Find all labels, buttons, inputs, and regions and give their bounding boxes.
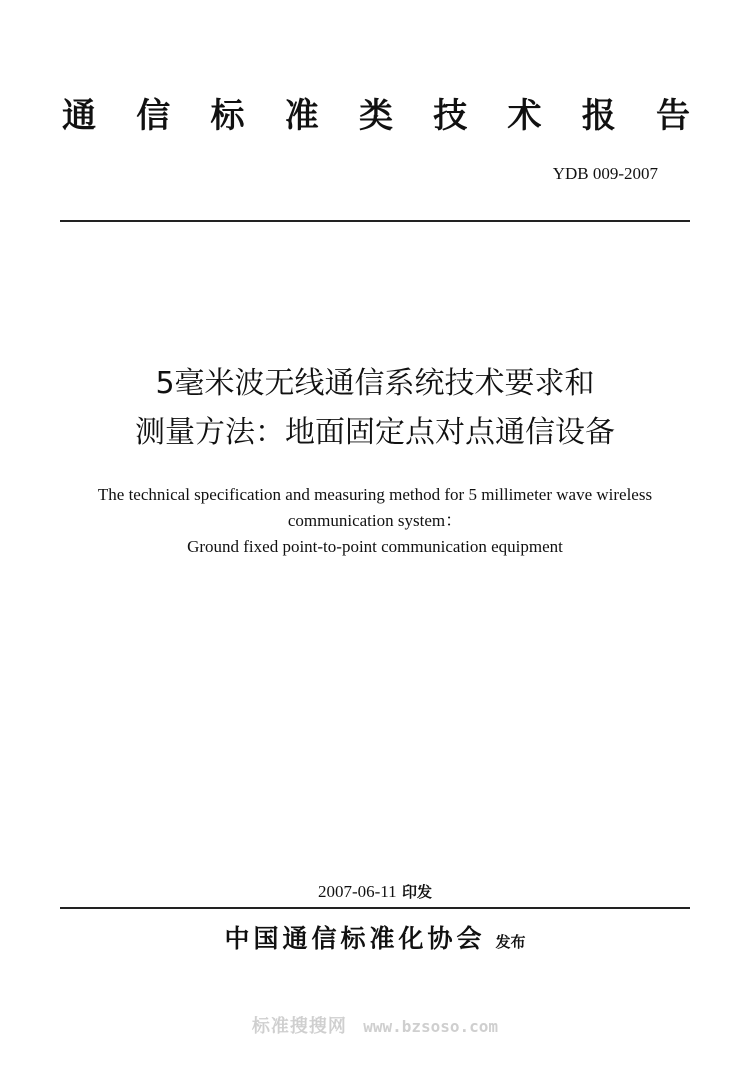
chinese-title-line-1: 5毫米波无线通信系统技术要求和 — [155, 366, 595, 401]
issue-date: 2007-06-11 — [317, 882, 397, 901]
category-char: 信 — [136, 96, 171, 136]
report-category-title — [62, 93, 690, 139]
category-char: 技 — [433, 96, 468, 136]
watermark-url: www.bzsoso.com — [363, 1017, 499, 1036]
chinese-title-line-2: 测量方法：地面固定点对点通信设备 — [135, 415, 615, 450]
bottom-divider — [60, 907, 690, 909]
publisher-name: 中国通信标准化协会 — [224, 924, 486, 953]
watermark-site-name: 标准搜搜网 — [251, 1016, 347, 1037]
category-char: 准 — [284, 96, 319, 136]
category-char: 标 — [210, 96, 245, 136]
english-title-line-1: The technical specification and measuring method for 5 millimeter wave wireless — [97, 485, 653, 504]
category-char: 类 — [359, 96, 393, 136]
publish-verb: 发布 — [495, 933, 526, 951]
english-title-line-2: communication system： — [287, 511, 463, 530]
publisher-line — [0, 921, 750, 960]
category-char: 术 — [507, 96, 542, 136]
issue-suffix: 印发 — [402, 883, 433, 901]
category-char: 告 — [656, 96, 690, 136]
watermark — [0, 1012, 750, 1042]
top-divider — [60, 220, 690, 222]
category-char: 通 — [62, 96, 96, 136]
document-number: YDB 009-2007 — [552, 164, 658, 183]
issue-date-line — [0, 880, 750, 904]
category-char: 报 — [581, 96, 616, 136]
english-title-line-3: Ground fixed point-to-point communication equipment — [187, 537, 563, 556]
